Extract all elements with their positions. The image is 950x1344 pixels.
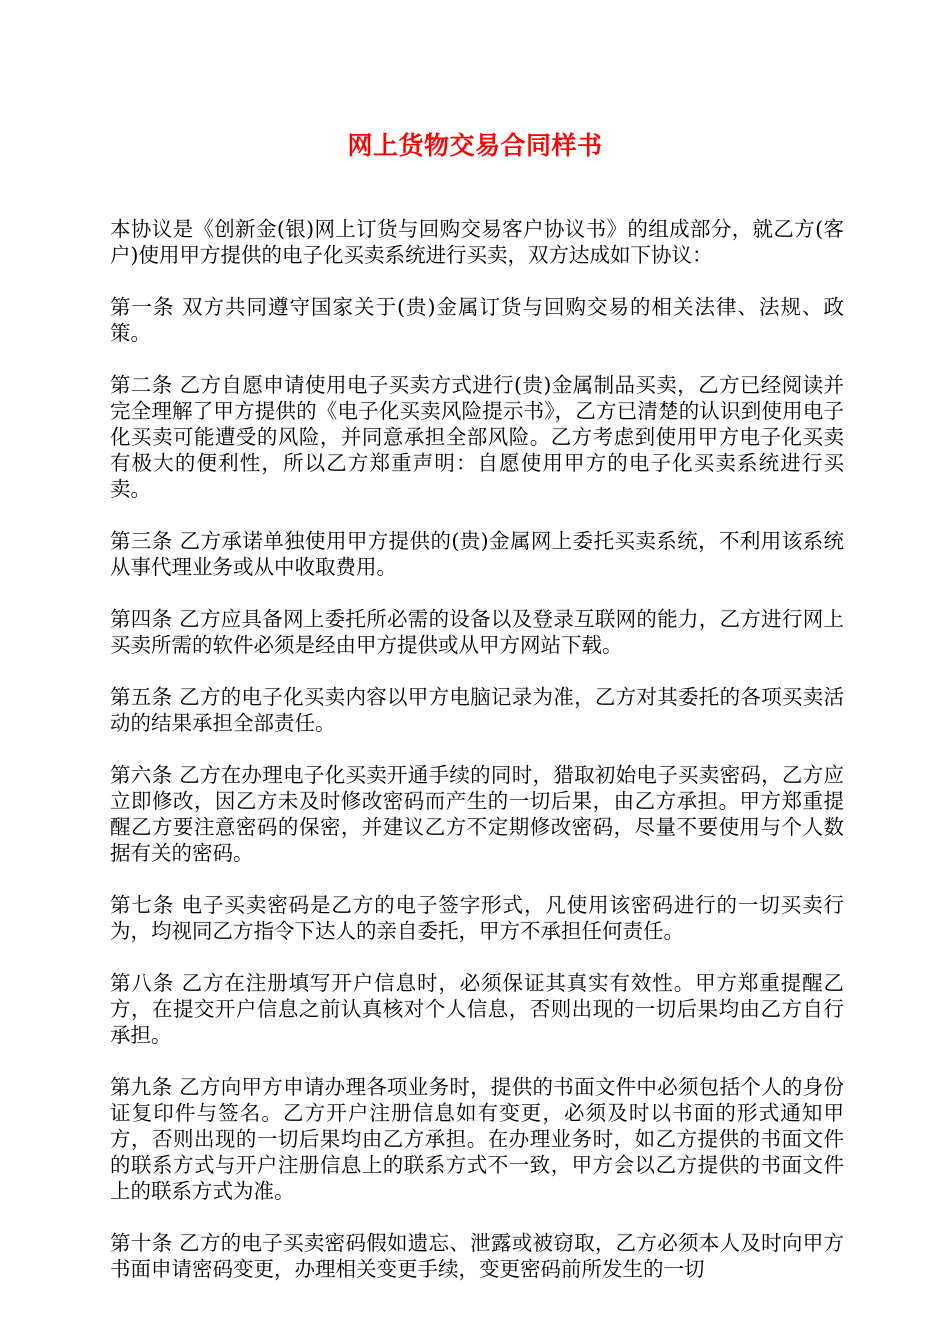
document-title: 网上货物交易合同样书: [347, 131, 603, 160]
article-9-paragraph: 第九条 乙方向甲方申请办理各项业务时，提供的书面文件中必须包括个人的身份证复印件与签名。乙方开户注册信息如有变更，必须及时以书面的形式通知甲方，否则出现的一切后果均由乙方承担。在办理业务时，如乙方提供的书面文件的联系方式与开户注册信息上的联系方式不一致，甲方会以乙方提供的书面文件上的联系方式为准。: [110, 1075, 844, 1203]
article-5-paragraph: 第五条 乙方的电子化买卖内容以甲方电脑记录为准，乙方对其委托的各项买卖活动的结果承担全部责任。: [110, 685, 844, 735]
article-3-paragraph: 第三条 乙方承诺单独使用甲方提供的(贵)金属网上委托买卖系统，不利用该系统从事代理业务或从中收取费用。: [110, 529, 844, 579]
article-1-paragraph: 第一条 双方共同遵守国家关于(贵)金属订货与回购交易的相关法律、法规、政策。: [110, 295, 844, 345]
article-7-paragraph: 第七条 电子买卖密码是乙方的电子签字形式，凡使用该密码进行的一切买卖行为，均视同乙方指令下达人的亲自委托，甲方不承担任何责任。: [110, 893, 844, 943]
article-4-paragraph: 第四条 乙方应具备网上委托所必需的设备以及登录互联网的能力，乙方进行网上买卖所需的软件必须是经由甲方提供或从甲方网站下载。: [110, 607, 844, 657]
article-6-paragraph: 第六条 乙方在办理电子化买卖开通手续的同时，猎取初始电子买卖密码，乙方应立即修改，因乙方未及时修改密码而产生的一切后果，由乙方承担。甲方郑重提醒乙方要注意密码的保密，并建议乙方不定期修改密码，尽量不要使用与个人数据有关的密码。: [110, 763, 844, 865]
article-10-paragraph: 第十条 乙方的电子买卖密码假如遗忘、泄露或被窃取，乙方必须本人及时向甲方书面申请密码变更，办理相关变更手续，变更密码前所发生的一切: [110, 1231, 844, 1281]
article-8-paragraph: 第八条 乙方在注册填写开户信息时，必须保证其真实有效性。甲方郑重提醒乙方，在提交开户信息之前认真核对个人信息，否则出现的一切后果均由乙方自行承担。: [110, 971, 844, 1047]
article-2-paragraph: 第二条 乙方自愿申请使用电子买卖方式进行(贵)金属制品买卖，乙方已经阅读并完全理解了甲方提供的《电子化买卖风险提示书》，乙方已清楚的认识到使用电子化买卖可能遭受的风险，并同意承担全部风险。乙方考虑到使用甲方电子化买卖有极大的便利性，所以乙方郑重声明：自愿使用甲方的电子化买卖系统进行买卖。: [110, 373, 844, 501]
intro-paragraph: 本协议是《创新金(银)网上订货与回购交易客户协议书》的组成部分，就乙方(客户)使用甲方提供的电子化买卖系统进行买卖，双方达成如下协议：: [110, 217, 844, 267]
document-body: [110, 216, 844, 1308]
